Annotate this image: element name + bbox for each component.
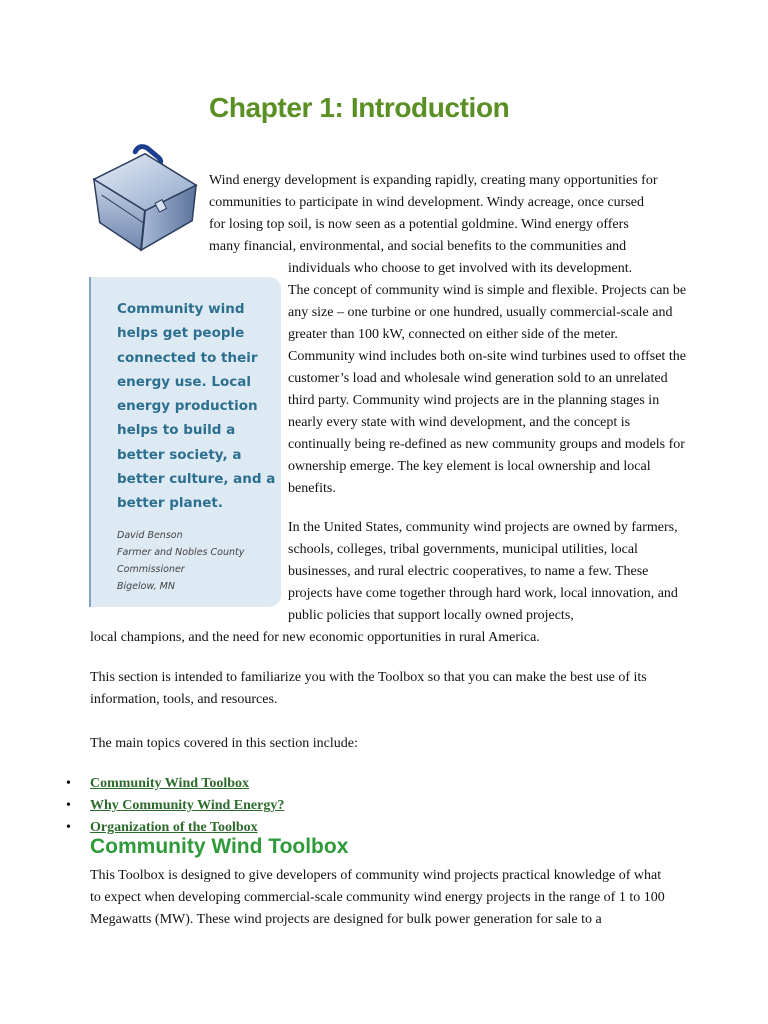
us-projects-paragraph-end: local champions, and the need for new economic opportunities in rural America.: [90, 630, 540, 645]
topic-link-why-community-wind[interactable]: Why Community Wind Energy?: [90, 798, 285, 813]
concept-paragraph: [288, 258, 688, 500]
intro-line: communities to participate in wind development. Windy acreage, once cursed: [209, 195, 644, 210]
pull-quote-box: [89, 277, 281, 607]
intro-line: Wind energy development is expanding rapidly, creating many opportunities for: [209, 173, 658, 188]
intro-continuation: individuals who choose to get involved with its development.: [288, 261, 633, 276]
toolbox-icon: [86, 140, 204, 258]
topic-link-organization[interactable]: Organization of the Toolbox: [90, 820, 258, 835]
list-item: [60, 773, 284, 795]
section-body: This Toolbox is designed to give developers of community wind projects practical knowledge of what to expect when developing commercial-scale community wind energy projects in the range of 1 to 100 Megawatts (MW). These wind projects are designed for bulk power generation for sale to a: [90, 868, 665, 927]
quote-location: Bigelow, MN: [117, 581, 175, 592]
intro-line: for losing top soil, is now seen as a potential goldmine. Wind energy offers: [209, 217, 629, 232]
topics-intro: The main topics covered in this section include:: [90, 736, 358, 751]
concept-text: The concept of community wind is simple and flexible. Projects can be any size – one turbine or one hundred, usually commercial-scale and greater than 100 kW, connected on either side of the meter. Community wind includes both on-site wind turbines used to offset the customer’s load and wholesale wind generation sold to an unrelated third party. Community wind projects are in the planning stages in nearly every state with wind development, and the concept is continually being re-defined as new community groups and models for ownership emerge. The key element is local ownership and local benefits.: [288, 283, 687, 496]
pull-quote-attribution: [117, 527, 244, 595]
intro-line: many financial, environmental, and social benefits to the communities and: [209, 239, 627, 254]
list-item: [60, 795, 284, 817]
topic-link-community-wind-toolbox[interactable]: Community Wind Toolbox: [90, 776, 249, 791]
section-title: Community Wind Toolbox: [90, 835, 349, 858]
section-purpose-paragraph: This section is intended to familiarize you with the Toolbox so that you can make the best use of its information, tools, and resources.: [90, 670, 647, 707]
us-projects-paragraph: In the United States, community wind projects are owned by farmers, schools, colleges, tribal governments, municipal utilities, local businesses, and rural electric cooperatives, to name a few. These projects have come together through hard work, local innovation, and public policies that support locally owned projects,: [288, 520, 678, 623]
quote-author: David Benson: [117, 530, 183, 541]
quote-role-2: Commissioner: [117, 564, 185, 575]
chapter-title: Chapter 1: Introduction: [209, 92, 510, 123]
intro-paragraph: [209, 170, 681, 258]
quote-role: Farmer and Nobles County: [117, 547, 245, 558]
topics-list: [60, 773, 284, 839]
pull-quote-text: Community wind helps get people connected to their energy use. Local energy production helps to build a better society, a better culture, and a better planet.: [117, 301, 276, 512]
